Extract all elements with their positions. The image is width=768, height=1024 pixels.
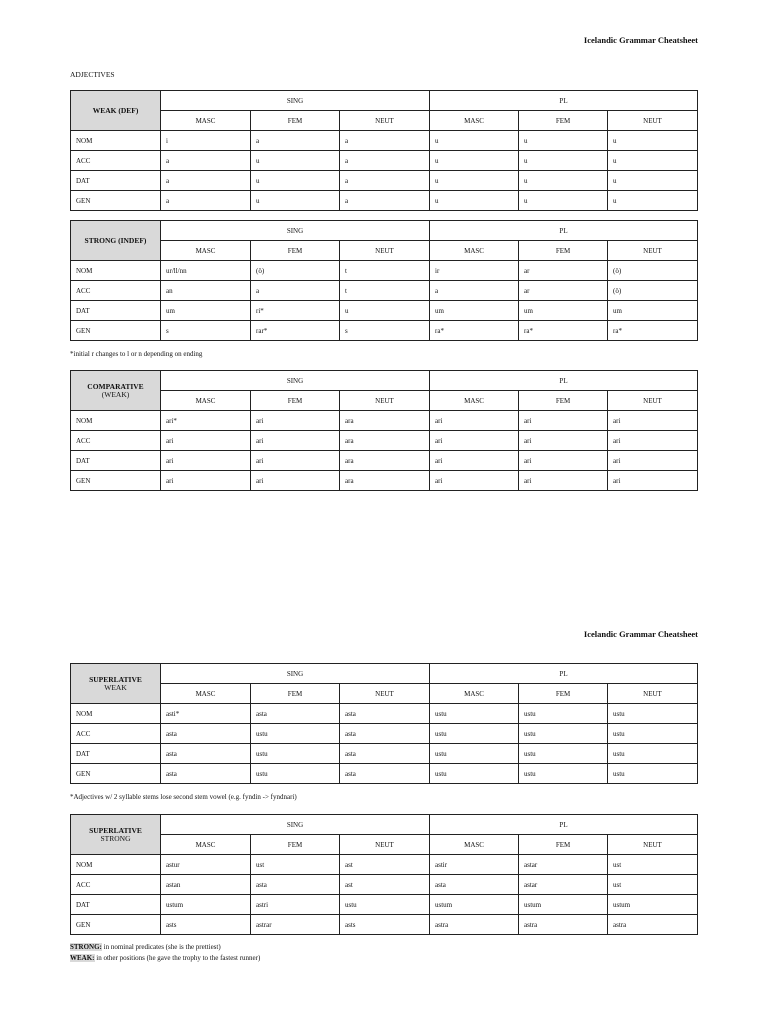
ending-cell: asti*: [161, 704, 251, 724]
table-title-cell: [71, 221, 161, 261]
ending-cell: ustu: [251, 724, 340, 744]
table-header-row: [71, 91, 698, 111]
ending-cell: asta: [161, 724, 251, 744]
weak-label: WEAK:: [70, 954, 95, 962]
table-row: [71, 451, 698, 471]
section-label: ADJECTIVES: [70, 70, 115, 79]
ending-cell: t: [340, 281, 430, 301]
ending-cell: ust: [608, 855, 698, 875]
ending-cell: rar*: [251, 321, 340, 341]
ending-cell: ustu: [519, 764, 608, 784]
gender-header: MASC: [161, 111, 251, 131]
table-title: STRONG (INDEF): [84, 235, 147, 245]
ending-cell: ari: [519, 471, 608, 491]
page-header: Icelandic Grammar Cheatsheet: [583, 35, 698, 45]
case-label: DAT: [71, 451, 161, 471]
ending-cell: asta: [161, 744, 251, 764]
ending-cell: a: [340, 171, 430, 191]
ending-cell: ari: [608, 471, 698, 491]
gender-header: FEM: [519, 391, 608, 411]
ending-cell: u: [251, 171, 340, 191]
page-header-2: Icelandic Grammar Cheatsheet: [583, 629, 698, 639]
ending-cell: (ö): [608, 261, 698, 281]
table-title-cell: [71, 371, 161, 411]
table-subtitle: WEAK: [104, 682, 127, 692]
ending-cell: ar: [519, 281, 608, 301]
gender-header: MASC: [161, 835, 251, 855]
case-label: ACC: [71, 281, 161, 301]
ending-cell: ari: [430, 471, 519, 491]
table-row: [71, 704, 698, 724]
pl-header: PL: [430, 664, 698, 684]
ending-cell: asts: [340, 915, 430, 935]
table-row: [71, 744, 698, 764]
table-row: [71, 171, 698, 191]
ending-cell: astra: [608, 915, 698, 935]
ending-cell: ustu: [608, 744, 698, 764]
case-label: DAT: [71, 301, 161, 321]
strong-label: STRONG:: [70, 943, 102, 951]
table-row: [71, 471, 698, 491]
gender-header: FEM: [519, 241, 608, 261]
table-row: [71, 895, 698, 915]
ending-cell: ast: [340, 855, 430, 875]
gender-header: MASC: [430, 241, 519, 261]
ending-cell: a: [340, 131, 430, 151]
gender-header: NEUT: [340, 835, 430, 855]
ending-cell: ari: [519, 451, 608, 471]
ending-cell: ir: [430, 261, 519, 281]
ending-cell: ustu: [430, 704, 519, 724]
ending-cell: ari: [251, 411, 340, 431]
ending-cell: ari: [251, 471, 340, 491]
gender-header: NEUT: [340, 684, 430, 704]
gender-header: MASC: [161, 391, 251, 411]
table-header-row: [71, 664, 698, 684]
sing-header: SING: [161, 371, 430, 391]
weak-usage: in other positions (he gave the trophy to the fastest runner): [94, 954, 261, 962]
case-label: DAT: [71, 744, 161, 764]
table-row: [71, 131, 698, 151]
case-label: NOM: [71, 855, 161, 875]
ending-cell: u: [430, 131, 519, 151]
ending-cell: ustu: [340, 895, 430, 915]
case-label: GEN: [71, 915, 161, 935]
ending-cell: a: [430, 281, 519, 301]
ending-cell: ri*: [251, 301, 340, 321]
gender-header: FEM: [251, 684, 340, 704]
ending-cell: astar: [519, 855, 608, 875]
ending-cell: astur: [161, 855, 251, 875]
table-row: [71, 321, 698, 341]
gender-header: NEUT: [608, 684, 698, 704]
case-label: GEN: [71, 191, 161, 211]
ending-cell: ara: [340, 431, 430, 451]
ending-cell: u: [519, 171, 608, 191]
gender-header-row: [71, 241, 698, 261]
ending-cell: asta: [340, 764, 430, 784]
ending-cell: i: [161, 131, 251, 151]
gender-header: FEM: [251, 111, 340, 131]
gender-header: FEM: [519, 111, 608, 131]
ending-cell: ari: [608, 431, 698, 451]
table-row: [71, 261, 698, 281]
table-row: [71, 151, 698, 171]
ending-cell: ari: [161, 471, 251, 491]
ending-cell: (ö): [608, 281, 698, 301]
table-row: [71, 301, 698, 321]
table-subtitle: (WEAK): [101, 389, 130, 399]
case-label: DAT: [71, 895, 161, 915]
ending-cell: ari: [519, 411, 608, 431]
case-label: GEN: [71, 471, 161, 491]
strong-note: *initial r changes to l or n depending on ending: [70, 350, 203, 358]
ending-cell: astan: [161, 875, 251, 895]
ending-cell: ari: [430, 451, 519, 471]
comparative-weak-table: [70, 370, 698, 491]
ending-cell: ra*: [519, 321, 608, 341]
ending-cell: (ö): [251, 261, 340, 281]
ending-cell: a: [251, 131, 340, 151]
ending-cell: a: [251, 281, 340, 301]
table-row: [71, 764, 698, 784]
table-row: [71, 281, 698, 301]
ending-cell: u: [608, 131, 698, 151]
ending-cell: u: [519, 131, 608, 151]
ending-cell: u: [251, 191, 340, 211]
ending-cell: um: [161, 301, 251, 321]
ending-cell: ari: [519, 431, 608, 451]
ending-cell: astri: [251, 895, 340, 915]
footer-strong-line: [70, 943, 221, 951]
ending-cell: asta: [340, 744, 430, 764]
weak-def-table: [70, 90, 698, 211]
gender-header: MASC: [430, 391, 519, 411]
case-label: NOM: [71, 131, 161, 151]
ending-cell: ustum: [608, 895, 698, 915]
table-title: WEAK (DEF): [92, 105, 139, 115]
case-label: NOM: [71, 704, 161, 724]
ending-cell: ustu: [251, 764, 340, 784]
case-label: ACC: [71, 431, 161, 451]
ending-cell: ustum: [161, 895, 251, 915]
gender-header: NEUT: [608, 391, 698, 411]
table-row: [71, 875, 698, 895]
table-title: SUPERLATIVE: [89, 674, 142, 684]
ending-cell: um: [519, 301, 608, 321]
superlative-weak-table: [70, 663, 698, 784]
gender-header: FEM: [519, 835, 608, 855]
ending-cell: an: [161, 281, 251, 301]
ending-cell: um: [430, 301, 519, 321]
ending-cell: t: [340, 261, 430, 281]
gender-header: NEUT: [608, 111, 698, 131]
table-title-cell: [71, 664, 161, 704]
ending-cell: astra: [430, 915, 519, 935]
ending-cell: ustu: [251, 744, 340, 764]
gender-header: NEUT: [608, 835, 698, 855]
table-title: SUPERLATIVE: [89, 825, 142, 835]
gender-header: FEM: [251, 835, 340, 855]
ending-cell: a: [161, 191, 251, 211]
ending-cell: ari: [430, 431, 519, 451]
strong-usage: in nominal predicates (she is the prettiest): [101, 943, 221, 951]
ending-cell: ari: [251, 451, 340, 471]
ending-cell: asta: [251, 875, 340, 895]
ending-cell: ra*: [608, 321, 698, 341]
ending-cell: a: [340, 151, 430, 171]
table-subtitle: STRONG: [100, 833, 131, 843]
table-header-row: [71, 371, 698, 391]
ending-cell: s: [340, 321, 430, 341]
gender-header: FEM: [519, 684, 608, 704]
gender-header: MASC: [430, 111, 519, 131]
gender-header: MASC: [430, 684, 519, 704]
ending-cell: ari: [161, 431, 251, 451]
gender-header: MASC: [161, 241, 251, 261]
gender-header: NEUT: [340, 241, 430, 261]
sing-header: SING: [161, 91, 430, 111]
gender-header-row: [71, 391, 698, 411]
gender-header: NEUT: [340, 111, 430, 131]
gender-header: NEUT: [340, 391, 430, 411]
ending-cell: ari: [161, 451, 251, 471]
ending-cell: ra*: [430, 321, 519, 341]
ending-cell: u: [430, 151, 519, 171]
ending-cell: asta: [340, 704, 430, 724]
ending-cell: um: [608, 301, 698, 321]
table-title: COMPARATIVE: [87, 381, 144, 391]
ending-cell: ari: [608, 411, 698, 431]
footer-weak-line: [70, 954, 260, 962]
table-title-cell: [71, 815, 161, 855]
gender-header: FEM: [251, 241, 340, 261]
ending-cell: ust: [251, 855, 340, 875]
ending-cell: ustu: [430, 744, 519, 764]
sing-header: SING: [161, 664, 430, 684]
ending-cell: ari: [430, 411, 519, 431]
ending-cell: asta: [161, 764, 251, 784]
case-label: ACC: [71, 724, 161, 744]
pl-header: PL: [430, 91, 698, 111]
table-row: [71, 191, 698, 211]
sing-header: SING: [161, 815, 430, 835]
ending-cell: astra: [519, 915, 608, 935]
pl-header: PL: [430, 815, 698, 835]
table-row: [71, 915, 698, 935]
ending-cell: ustu: [519, 744, 608, 764]
ending-cell: a: [340, 191, 430, 211]
ending-cell: u: [251, 151, 340, 171]
ending-cell: ustu: [608, 724, 698, 744]
ending-cell: ustu: [430, 724, 519, 744]
gender-header: NEUT: [608, 241, 698, 261]
strong-indef-table: [70, 220, 698, 341]
ending-cell: ari: [251, 431, 340, 451]
ending-cell: ari: [608, 451, 698, 471]
ending-cell: ari*: [161, 411, 251, 431]
ending-cell: asta: [430, 875, 519, 895]
ending-cell: a: [161, 171, 251, 191]
ending-cell: ara: [340, 471, 430, 491]
case-label: NOM: [71, 261, 161, 281]
ending-cell: u: [608, 171, 698, 191]
ending-cell: u: [608, 151, 698, 171]
ending-cell: ast: [340, 875, 430, 895]
ending-cell: u: [608, 191, 698, 211]
ending-cell: asta: [251, 704, 340, 724]
gender-header-row: [71, 111, 698, 131]
gender-header: MASC: [430, 835, 519, 855]
ending-cell: ur/ll/nn: [161, 261, 251, 281]
ending-cell: asta: [340, 724, 430, 744]
ending-cell: ustu: [519, 704, 608, 724]
ending-cell: astrar: [251, 915, 340, 935]
ending-cell: astir: [430, 855, 519, 875]
table-header-row: [71, 221, 698, 241]
ending-cell: ustu: [608, 704, 698, 724]
ending-cell: u: [519, 151, 608, 171]
case-label: ACC: [71, 875, 161, 895]
table-row: [71, 855, 698, 875]
superlative-strong-table: [70, 814, 698, 935]
ending-cell: ara: [340, 411, 430, 431]
ending-cell: u: [430, 171, 519, 191]
superlative-note: *Adjectives w/ 2 syllable stems lose second stem vowel (e.g. fyndin -> fyndnari): [70, 793, 297, 801]
gender-header: MASC: [161, 684, 251, 704]
ending-cell: u: [430, 191, 519, 211]
ending-cell: ustu: [608, 764, 698, 784]
case-label: GEN: [71, 764, 161, 784]
table-row: [71, 724, 698, 744]
ending-cell: u: [519, 191, 608, 211]
table-row: [71, 411, 698, 431]
ending-cell: asts: [161, 915, 251, 935]
ending-cell: ustu: [519, 724, 608, 744]
sing-header: SING: [161, 221, 430, 241]
ending-cell: ustum: [430, 895, 519, 915]
table-row: [71, 431, 698, 451]
case-label: ACC: [71, 151, 161, 171]
ending-cell: ustu: [430, 764, 519, 784]
gender-header: FEM: [251, 391, 340, 411]
ending-cell: astar: [519, 875, 608, 895]
ending-cell: s: [161, 321, 251, 341]
ending-cell: u: [340, 301, 430, 321]
pl-header: PL: [430, 371, 698, 391]
ending-cell: a: [161, 151, 251, 171]
table-header-row: [71, 815, 698, 835]
case-label: NOM: [71, 411, 161, 431]
table-title-cell: [71, 91, 161, 131]
ending-cell: ara: [340, 451, 430, 471]
ending-cell: ar: [519, 261, 608, 281]
gender-header-row: [71, 684, 698, 704]
case-label: DAT: [71, 171, 161, 191]
gender-header-row: [71, 835, 698, 855]
ending-cell: ust: [608, 875, 698, 895]
ending-cell: ustum: [519, 895, 608, 915]
pl-header: PL: [430, 221, 698, 241]
case-label: GEN: [71, 321, 161, 341]
